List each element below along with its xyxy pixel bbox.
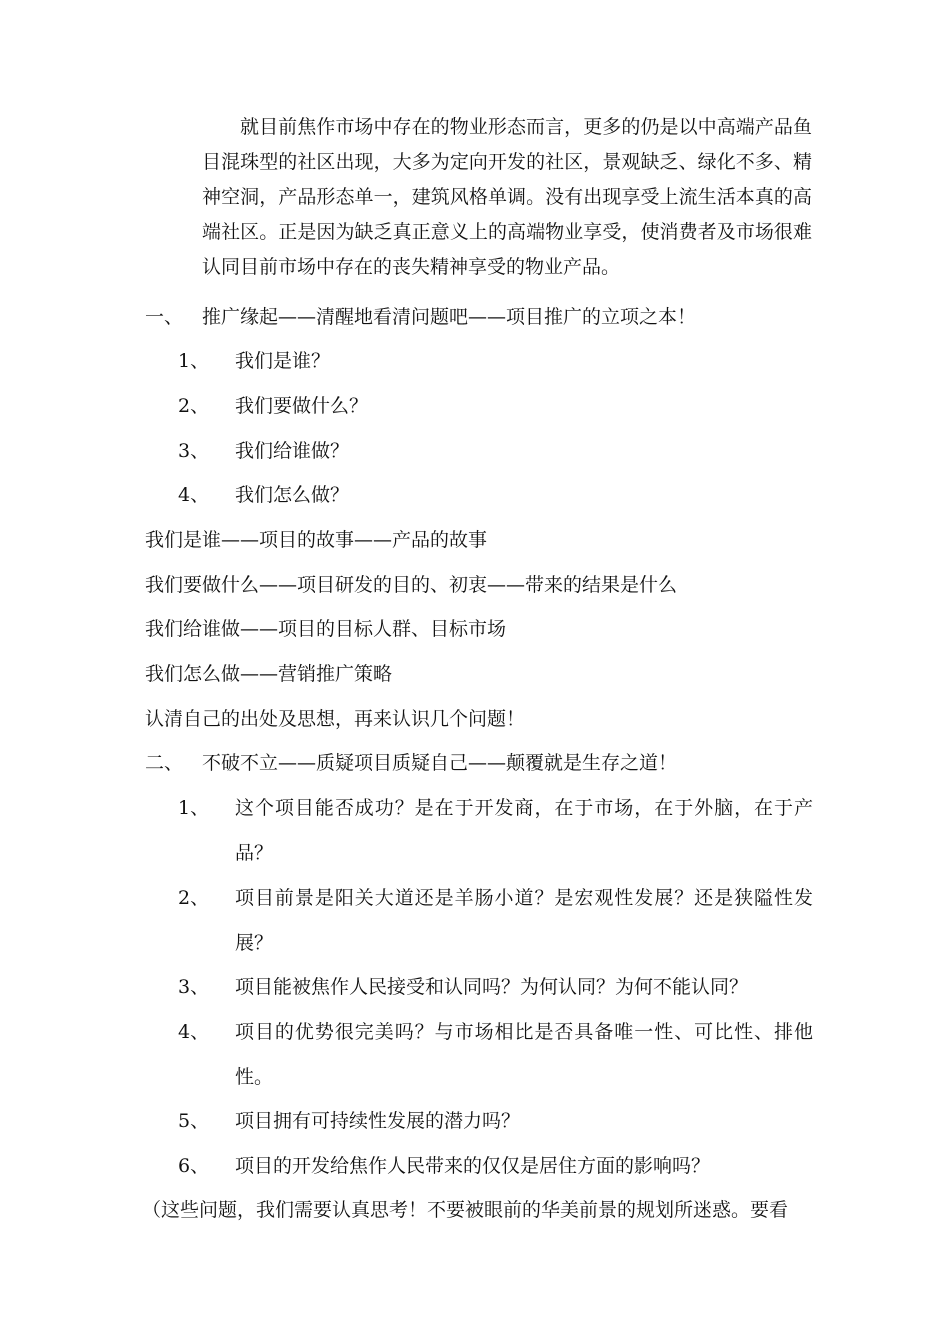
section1-item-1-text: 我们是谁？: [235, 350, 331, 372]
section2-item-2-number: 2、: [178, 887, 210, 909]
intro-paragraph: 就目前焦作市场中存在的物业形态而言，更多的仍是以中高端产品鱼目混珠型的社区出现，大多为定向开发的社区，景观缺乏、绿化不多、精神空洞，产品形态单一，建筑风格单调。没有出现享受上流生活本真的高端社区。正是因为缺乏真正意义上的高端物业享受，使消费者及市场很难认同目前市场中存在的丧失精神享受的物业产品。: [202, 116, 812, 278]
section2-item-2-text: 项目前景是阳关大道还是羊肠小道？是宏观性发展？还是狭隘性发展？: [235, 887, 813, 954]
section1-item-4-number: 4、: [178, 484, 210, 506]
section2-title: 不破不立——质疑项目质疑自己——颠覆就是生存之道！: [202, 752, 678, 774]
closing-line: （这些问题，我们需要认真思考！不要被眼前的华美前景的规划所迷惑。要看: [142, 1199, 789, 1221]
section2-item-6-number: 6、: [178, 1155, 210, 1177]
section2-item-3-number: 3、: [178, 976, 210, 998]
section1-item-3-number: 3、: [178, 440, 210, 462]
section1-item-4-text: 我们怎么做？: [235, 484, 350, 506]
section1-item-2-text: 我们要做什么？: [235, 395, 369, 417]
section1-title: 推广缘起——清醒地看清问题吧——项目推广的立项之本！: [202, 306, 697, 328]
section2-item-4-text: 项目的优势很完美吗？与市场相比是否具备唯一性、可比性、排他性。: [235, 1021, 813, 1088]
answer-line-3: 我们给谁做——项目的目标人群、目标市场: [145, 618, 507, 640]
section2-item-4-number: 4、: [178, 1021, 210, 1043]
section2-item-5-text: 项目拥有可持续性发展的潜力吗？: [235, 1110, 521, 1132]
section1-number: 一、: [145, 306, 184, 328]
section2-item-6-text: 项目的开发给焦作人民带来的仅仅是居住方面的影响吗？: [235, 1155, 711, 1177]
section2-item-5-number: 5、: [178, 1110, 210, 1132]
section1-item-2-number: 2、: [178, 395, 210, 417]
answer-line-5: 认清自己的出处及思想，再来认识几个问题！: [145, 708, 526, 730]
section2-item-1-number: 1、: [178, 797, 210, 819]
answer-line-4: 我们怎么做——营销推广策略: [145, 663, 393, 685]
section2-number: 二、: [145, 752, 184, 774]
section2-item-3-text: 项目能被焦作人民接受和认同吗？为何认同？为何不能认同？: [235, 976, 749, 998]
answer-line-2: 我们要做什么——项目研发的目的、初衷——带来的结果是什么: [145, 574, 678, 596]
intro-paragraph-block: [202, 110, 812, 285]
section2-item-1-text: 这个项目能否成功？是在于开发商，在于市场，在于外脑，在于产品？: [235, 797, 813, 864]
answer-line-1: 我们是谁——项目的故事——产品的故事: [145, 529, 488, 551]
section1-item-3-text: 我们给谁做？: [235, 440, 350, 462]
section1-item-1-number: 1、: [178, 350, 210, 372]
